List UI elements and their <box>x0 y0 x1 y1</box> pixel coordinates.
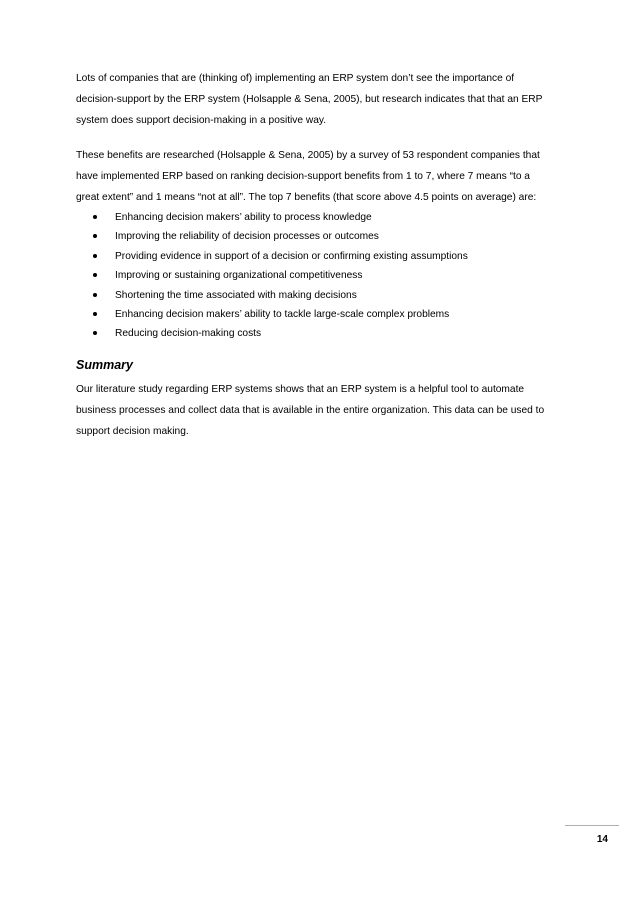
bullet-icon <box>93 293 97 297</box>
list-item-text: Enhancing decision makers’ ability to tackle large-scale complex problems <box>115 309 450 321</box>
list-item <box>76 247 556 266</box>
page-number: 14 <box>596 834 608 845</box>
list-item-text: Enhancing decision makers’ ability to process knowledge <box>115 212 372 223</box>
summary-paragraph: Our literature study regarding ERP systems shows that an ERP system is a helpful tool to automate business processes and collect data that is available in the entire organization. This data can be used to support decision making. <box>76 383 545 437</box>
page-footer <box>565 825 619 845</box>
list-item-text: Reducing decision-making costs <box>115 328 262 340</box>
list-item <box>76 227 556 246</box>
list-item-text: Improving the reliability of decision processes or outcomes <box>115 231 379 243</box>
bullet-icon <box>93 215 97 219</box>
list-item <box>76 324 556 343</box>
list-item-text: Providing evidence in support of a decision or confirming existing assumptions <box>115 250 468 262</box>
benefits-list <box>76 208 556 344</box>
bullet-icon <box>93 273 97 277</box>
bullet-icon <box>93 234 97 238</box>
list-item-text: Shortening the time associated with making decisions <box>115 289 357 301</box>
bullet-icon <box>93 331 97 335</box>
list-item-text: Improving or sustaining organizational competitiveness <box>115 270 363 282</box>
benefits-paragraph: These benefits are researched (Holsapple & Sena, 2005) by a survey of 53 respondent companies that have implemented ERP based on ranking decision-support benefits from 1 to 7, where 7 means “to a great extent” and 1 means “not at all”. The top 7 benefits (that score above 4.5 points on average) are: <box>76 150 540 203</box>
list-item <box>76 305 556 324</box>
intro-paragraph: Lots of companies that are (thinking of) implementing an ERP system don’t see the importance of decision-support by the ERP system (Holsapple & Sena, 2005), but research indicates that that an ERP system does support decision-making in a positive way. <box>76 73 543 126</box>
bullet-icon <box>93 312 97 316</box>
page-content <box>76 68 556 442</box>
list-item <box>76 208 556 227</box>
bullet-icon <box>93 254 97 258</box>
list-item <box>76 286 556 305</box>
list-item <box>76 266 556 285</box>
summary-heading: Summary <box>76 357 133 372</box>
